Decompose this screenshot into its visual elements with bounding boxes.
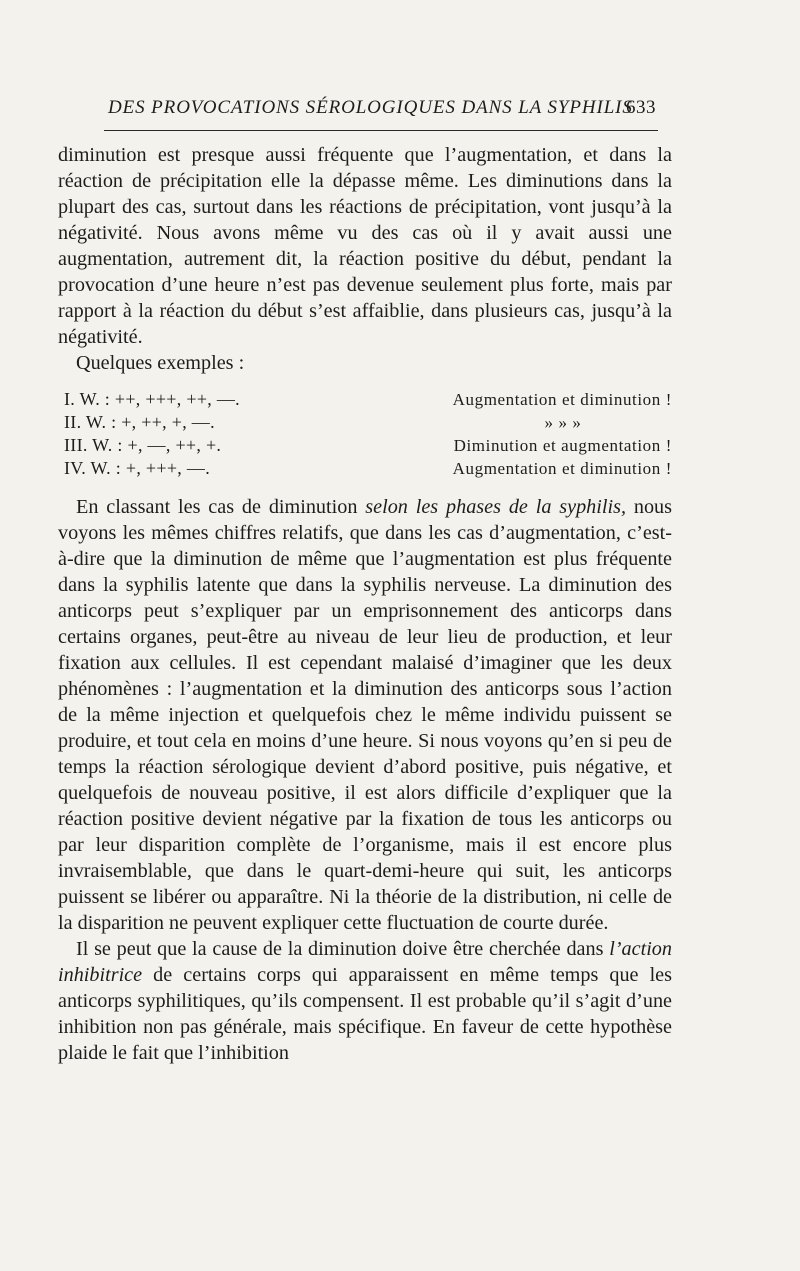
paragraph-text: nous voyons les mêmes chiffres relatifs, que dans les cas d’augmentation, c’est-à-dire que la diminution de même que l’augmentation est plus fréquente dans la syphilis latente que dans la syphilis nerveuse. La diminution des anticorps peut s’expliquer par un emprisonnement des anticorps dans certains organes, peut-être au niveau de leur lieu de production, et leur fixation aux cellules. Il est cependant malaisé d’imaginer que les deux phénomènes : l’augmentation et la diminution des anticorps sous l’action de la même injection et quelquefois chez le même individu puissent se produire, et tout cela en moins d’une heure. Si nous voyons qu’en si peu de temps la réaction sérologique devient d’abord positive, puis négative, et quelquefois de nouveau positive, il est alors difficile d’expliquer que la réaction positive devient négative par la fixation de tous les anticorps ou par leur disparition complète de l’organisme, mais il est encore plus invraisemblable, que dans le quart-demi-heure qui suit, les anticorps puissent se libérer ou apparaître. Ni la théorie de la distribution, ni celle de la disparition ne peuvent expliquer cette fluctuation de courte durée. [58, 496, 673, 934]
italic-phrase: l’action inhibitrice [58, 938, 672, 986]
example-row [58, 457, 672, 480]
example-readings: I. W. : ++, +++, ++, —. [64, 389, 240, 409]
paragraph-inhibition [58, 936, 672, 1066]
example-outcome: Diminution et augmentation ! [453, 436, 672, 455]
example-row [58, 434, 672, 457]
example-outcome: » » » [544, 413, 582, 432]
paragraph-continuation: diminution est presque aussi fréquente que l’augmentation, et dans la réaction de précipitation elle la dépasse même. Les diminutions dans la plupart des cas, surtout dans les réactions de précipitation, vont jusqu’à la négativité. Nous avons même vu des cas où il y avait aussi une augmentation, autrement dit, la réaction positive du début, pendant la provocation d’une heure n’est pas devenue seulement plus forte, mais par rapport à la réaction du début s’est affaiblie, dans plusieurs cas, jusqu’à la négativité. [58, 144, 672, 348]
paragraph-diminution-phases [58, 494, 672, 936]
italic-phrase: selon les phases de la syphilis, [365, 496, 627, 518]
running-title: DES PROVOCATIONS SÉROLOGIQUES DANS LA SYPHILIS [108, 97, 633, 118]
page-number: 633 [626, 97, 656, 118]
example-row [58, 411, 672, 434]
paragraph-text: Il se peut que la cause de la diminution doive être cherchée dans [76, 938, 610, 960]
example-row [58, 388, 672, 411]
example-readings: II. W. : +, ++, +, —. [64, 412, 215, 432]
body-text [58, 142, 672, 1066]
examples-list [58, 388, 672, 480]
example-readings: III. W. : +, —, ++, +. [64, 435, 222, 455]
example-readings: IV. W. : +, +++, —. [64, 458, 210, 478]
paragraph-text: En classant les cas de diminution [76, 496, 366, 518]
example-outcome: Augmentation et diminution ! [452, 390, 672, 409]
paragraph-text: de certains corps qui apparaissent en même temps que les anticorps syphilitiques, qu’ils compensent. Il est probable qu’il s’agit d’une inhibition non pas générale, mais spécifique. En faveur de cette hypothèse plaide le fait que l’inhibition [58, 964, 672, 1064]
example-outcome: Augmentation et diminution ! [452, 459, 672, 478]
running-header [108, 94, 656, 122]
header-rule [104, 130, 658, 131]
examples-intro: Quelques exemples : [76, 352, 245, 374]
